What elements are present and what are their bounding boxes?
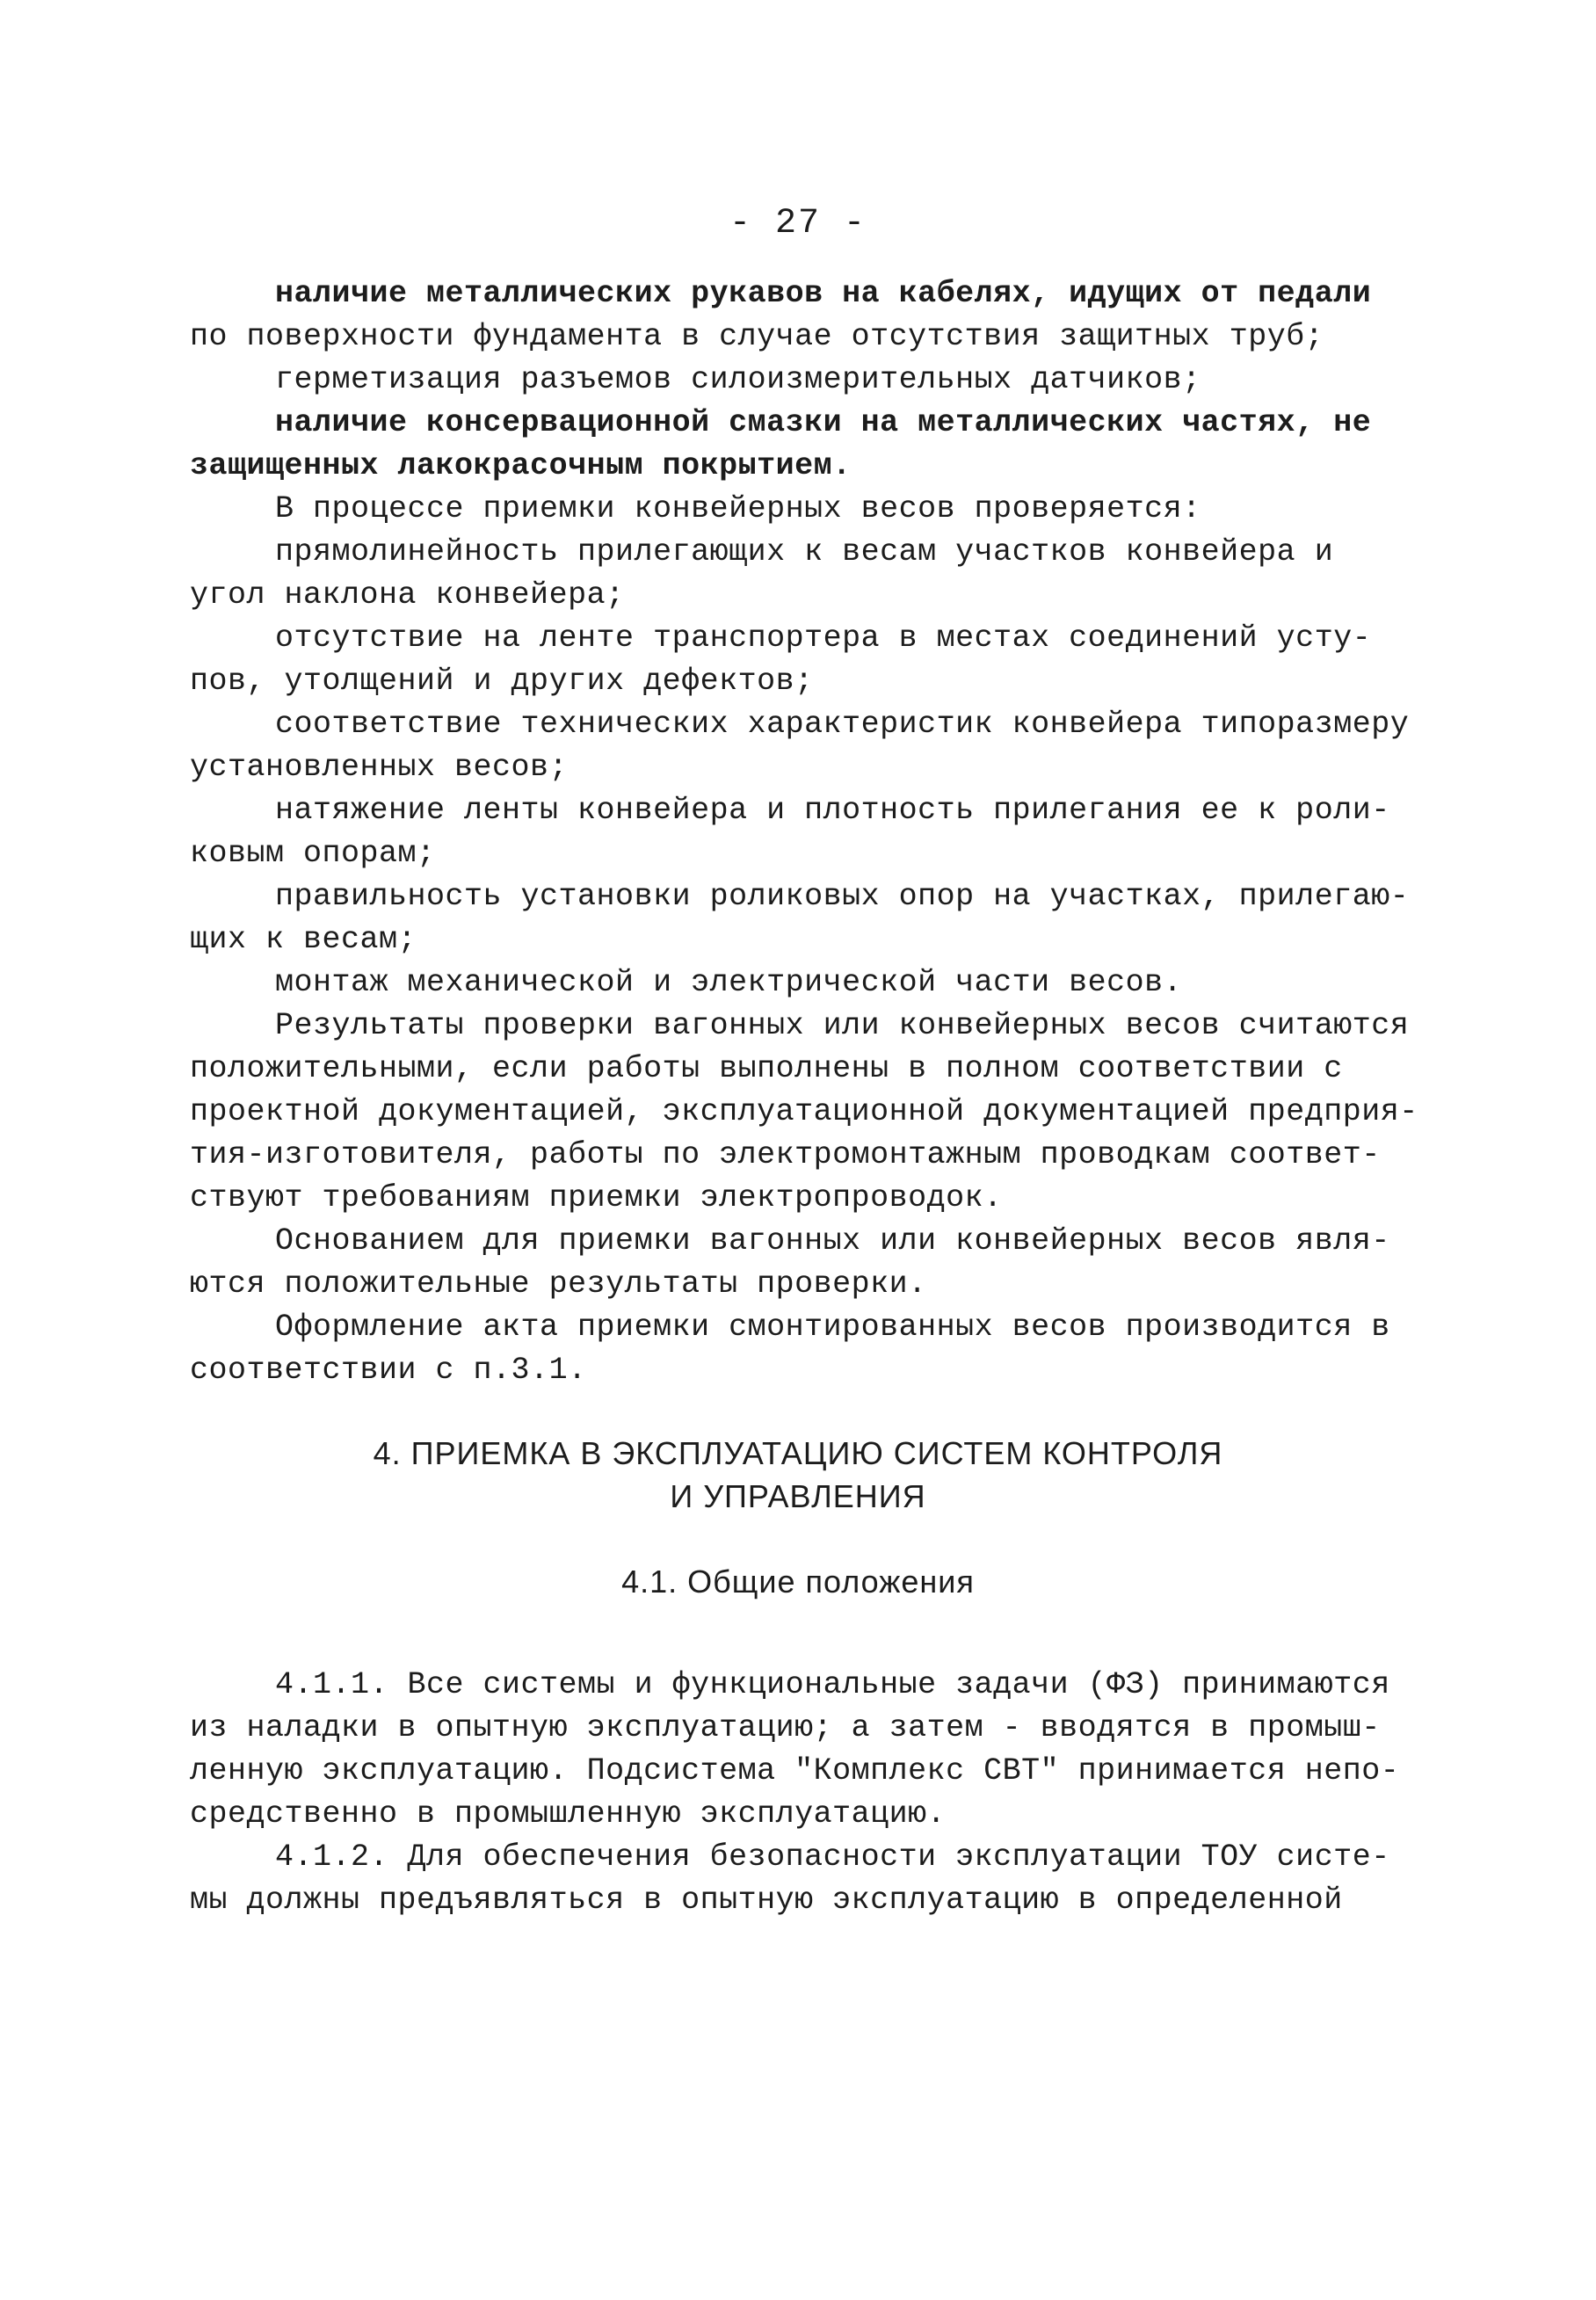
text-line: соответствие технических характеристик конвейера типоразмеру (275, 707, 1410, 742)
text-line: прямолинейность прилегающих к весам участков конвейера и (275, 534, 1334, 570)
text-line: В процессе приемки конвейерных весов проверяется: (275, 491, 1201, 526)
text-line: Основанием для приемки вагонных или конвейерных весов явля- (275, 1223, 1390, 1259)
text-line: Оформление акта приемки смонтированных весов производится в (275, 1310, 1390, 1345)
text-line: правильность установки роликовых опор на участках, прилегаю- (275, 879, 1410, 914)
section-heading-continued: И УПРАВЛЕНИЯ (670, 1478, 926, 1514)
text-line: по поверхности фундамента в случае отсутствия защитных труб; (190, 319, 1324, 354)
text-line: ются положительные результаты проверки. (190, 1266, 927, 1302)
text-line: монтаж механической и электрической части весов. (275, 965, 1183, 1000)
text-line: мы должны предъявляться в опытную эксплуатацию в определенной (190, 1883, 1343, 1918)
text-line: щих к весам; (190, 922, 417, 957)
text-line: натяжение ленты конвейера и плотность прилегания ее к роли- (275, 793, 1390, 828)
page-number: - 27 - (729, 204, 867, 243)
text-line: тия-изготовителя, работы по электромонтажным проводкам соответ- (190, 1137, 1381, 1172)
text-line: герметизация разъемов силоизмерительных датчиков; (275, 362, 1201, 397)
text-line: наличие консервационной смазки на металлических частях, не (275, 405, 1372, 440)
text-line: пов, утолщений и других дефектов; (190, 664, 814, 699)
text-line: проектной документацией, эксплуатационной документацией предприя- (190, 1094, 1418, 1129)
text-line: установленных весов; (190, 750, 569, 785)
text-line: 4.1.2. Для обеспечения безопасности эксплуатации ТОУ систе- (275, 1839, 1390, 1875)
text-line: положительными, если работы выполнены в полном соответствии с (190, 1051, 1343, 1086)
section-heading: 4. ПРИЕМКА В ЭКСПЛУАТАЦИЮ СИСТЕМ КОНТРОЛЯ (373, 1435, 1223, 1471)
text-line: средственно в промышленную эксплуатацию. (190, 1796, 947, 1832)
subsection-heading: 4.1. Общие положения (621, 1564, 975, 1600)
text-line: угол наклона конвейера; (190, 577, 625, 613)
text-line: наличие металлических рукавов на кабелях, идущих от педали (275, 276, 1372, 311)
text-line: Результаты проверки вагонных или конвейерных весов считаются (275, 1008, 1410, 1043)
text-line: ствуют требованиям приемки электропроводок. (190, 1180, 1003, 1215)
text-line: отсутствие на ленте транспортера в местах соединений усту- (275, 620, 1372, 656)
text-line: ленную эксплуатацию. Подсистема "Комплекс СВТ" принимается непо- (190, 1753, 1400, 1788)
text-line: из наладки в опытную эксплуатацию; а затем - вводятся в промыш- (190, 1710, 1381, 1745)
text-line: ковым опорам; (190, 836, 436, 871)
text-line: защищенных лакокрасочным покрытием. (190, 448, 852, 483)
text-line: 4.1.1. Все системы и функциональные задачи (ФЗ) принимаются (275, 1667, 1390, 1702)
text-line: соответствии с п.3.1. (190, 1353, 587, 1388)
